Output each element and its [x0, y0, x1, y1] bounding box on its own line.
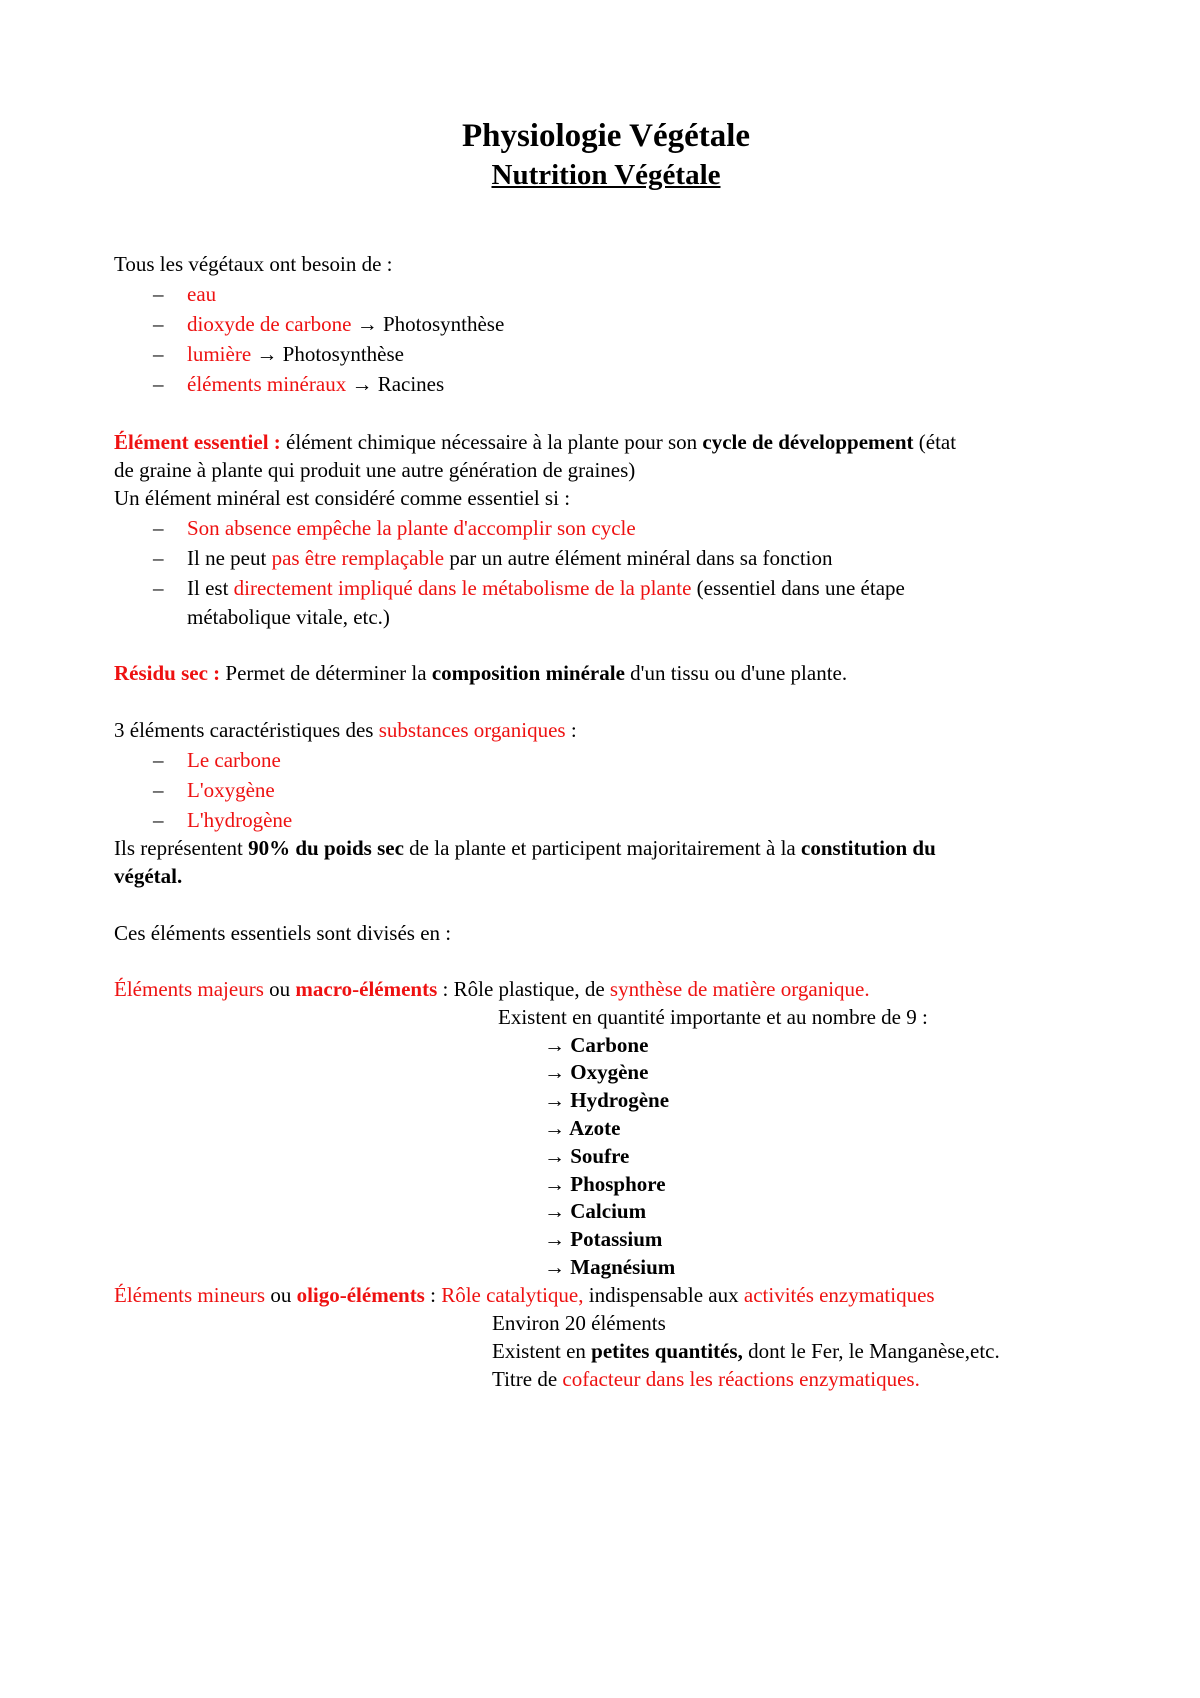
list-item: Le carbone — [187, 748, 281, 772]
organiques-summary: Ils représentent 90% du poids sec de la plante et participent majoritairement à la constitution du — [114, 836, 936, 860]
list-dash: – — [153, 342, 164, 366]
mineurs-line2: Environ 20 éléments — [492, 1311, 666, 1335]
list-item: éléments minéraux → Racines — [187, 372, 445, 396]
mineurs-line4: Titre de cofacteur dans les réactions enzymatiques. — [492, 1367, 920, 1391]
organiques-intro: 3 éléments caractéristiques des substances organiques : — [114, 718, 577, 742]
macro-element-item: → Azote — [544, 1116, 621, 1140]
list-dash: – — [153, 516, 164, 540]
list-item: L'oxygène — [187, 778, 275, 802]
mineurs-line3: Existent en petites quantités, dont le Fer, le Manganèse,etc. — [492, 1339, 1000, 1363]
macro-element-item: → Potassium — [544, 1227, 663, 1251]
page-title: Physiologie Végétale — [461, 118, 751, 154]
macro-element-item: → Calcium — [544, 1199, 647, 1223]
list-item: L'hydrogène — [187, 808, 293, 832]
macro-element-item: → Phosphore — [544, 1172, 666, 1196]
macro-element-item: → Hydrogène — [544, 1088, 670, 1112]
mineurs-heading: Éléments mineurs ou oligo-éléments : Rôle catalytique, indispensable aux activités enzymatiques — [114, 1283, 935, 1307]
list-dash: – — [153, 576, 164, 600]
majeurs-line2: Existent en quantité importante et au nombre de 9 : — [498, 1005, 928, 1029]
page-subtitle: Nutrition Végétale — [491, 159, 721, 191]
list-dash: – — [153, 748, 164, 772]
list-dash: – — [153, 312, 164, 336]
list-item: Il ne peut pas être remplaçable par un autre élément minéral dans sa fonction — [187, 546, 833, 570]
list-dash: – — [153, 372, 164, 396]
residu-sec-definition: Résidu sec : Permet de déterminer la composition minérale d'un tissu ou d'une plante. — [114, 661, 848, 685]
macro-element-item: → Oxygène — [544, 1060, 649, 1084]
list-item: Il est directement impliqué dans le métabolisme de la plante (essentiel dans une étape — [187, 576, 905, 600]
macro-element-item: → Carbone — [544, 1033, 649, 1057]
list-dash: – — [153, 546, 164, 570]
list-dash: – — [153, 808, 164, 832]
element-essentiel-line2: de graine à plante qui produit une autre génération de graines) — [114, 458, 636, 482]
list-item: lumière → Photosynthèse — [187, 342, 404, 366]
besoins-intro: Tous les végétaux ont besoin de : — [114, 252, 393, 276]
list-item: eau — [187, 282, 217, 306]
element-essentiel-definition: Élément essentiel : élément chimique nécessaire à la plante pour son cycle de développement (état — [114, 430, 957, 454]
macro-element-item: → Soufre — [544, 1144, 630, 1168]
list-item-continuation: métabolique vitale, etc.) — [187, 605, 390, 629]
organiques-summary-end: végétal. — [114, 864, 183, 888]
element-essentiel-line3: Un élément minéral est considéré comme essentiel si : — [114, 486, 571, 510]
list-item: dioxyde de carbone → Photosynthèse — [187, 312, 505, 336]
division-intro: Ces éléments essentiels sont divisés en : — [114, 921, 452, 945]
list-item: Son absence empêche la plante d'accomplir son cycle — [187, 516, 636, 540]
majeurs-heading: Éléments majeurs ou macro-éléments : Rôle plastique, de synthèse de matière organique. — [114, 977, 870, 1001]
macro-element-item: → Magnésium — [544, 1255, 676, 1279]
list-dash: – — [153, 778, 164, 802]
list-dash: – — [153, 282, 164, 306]
